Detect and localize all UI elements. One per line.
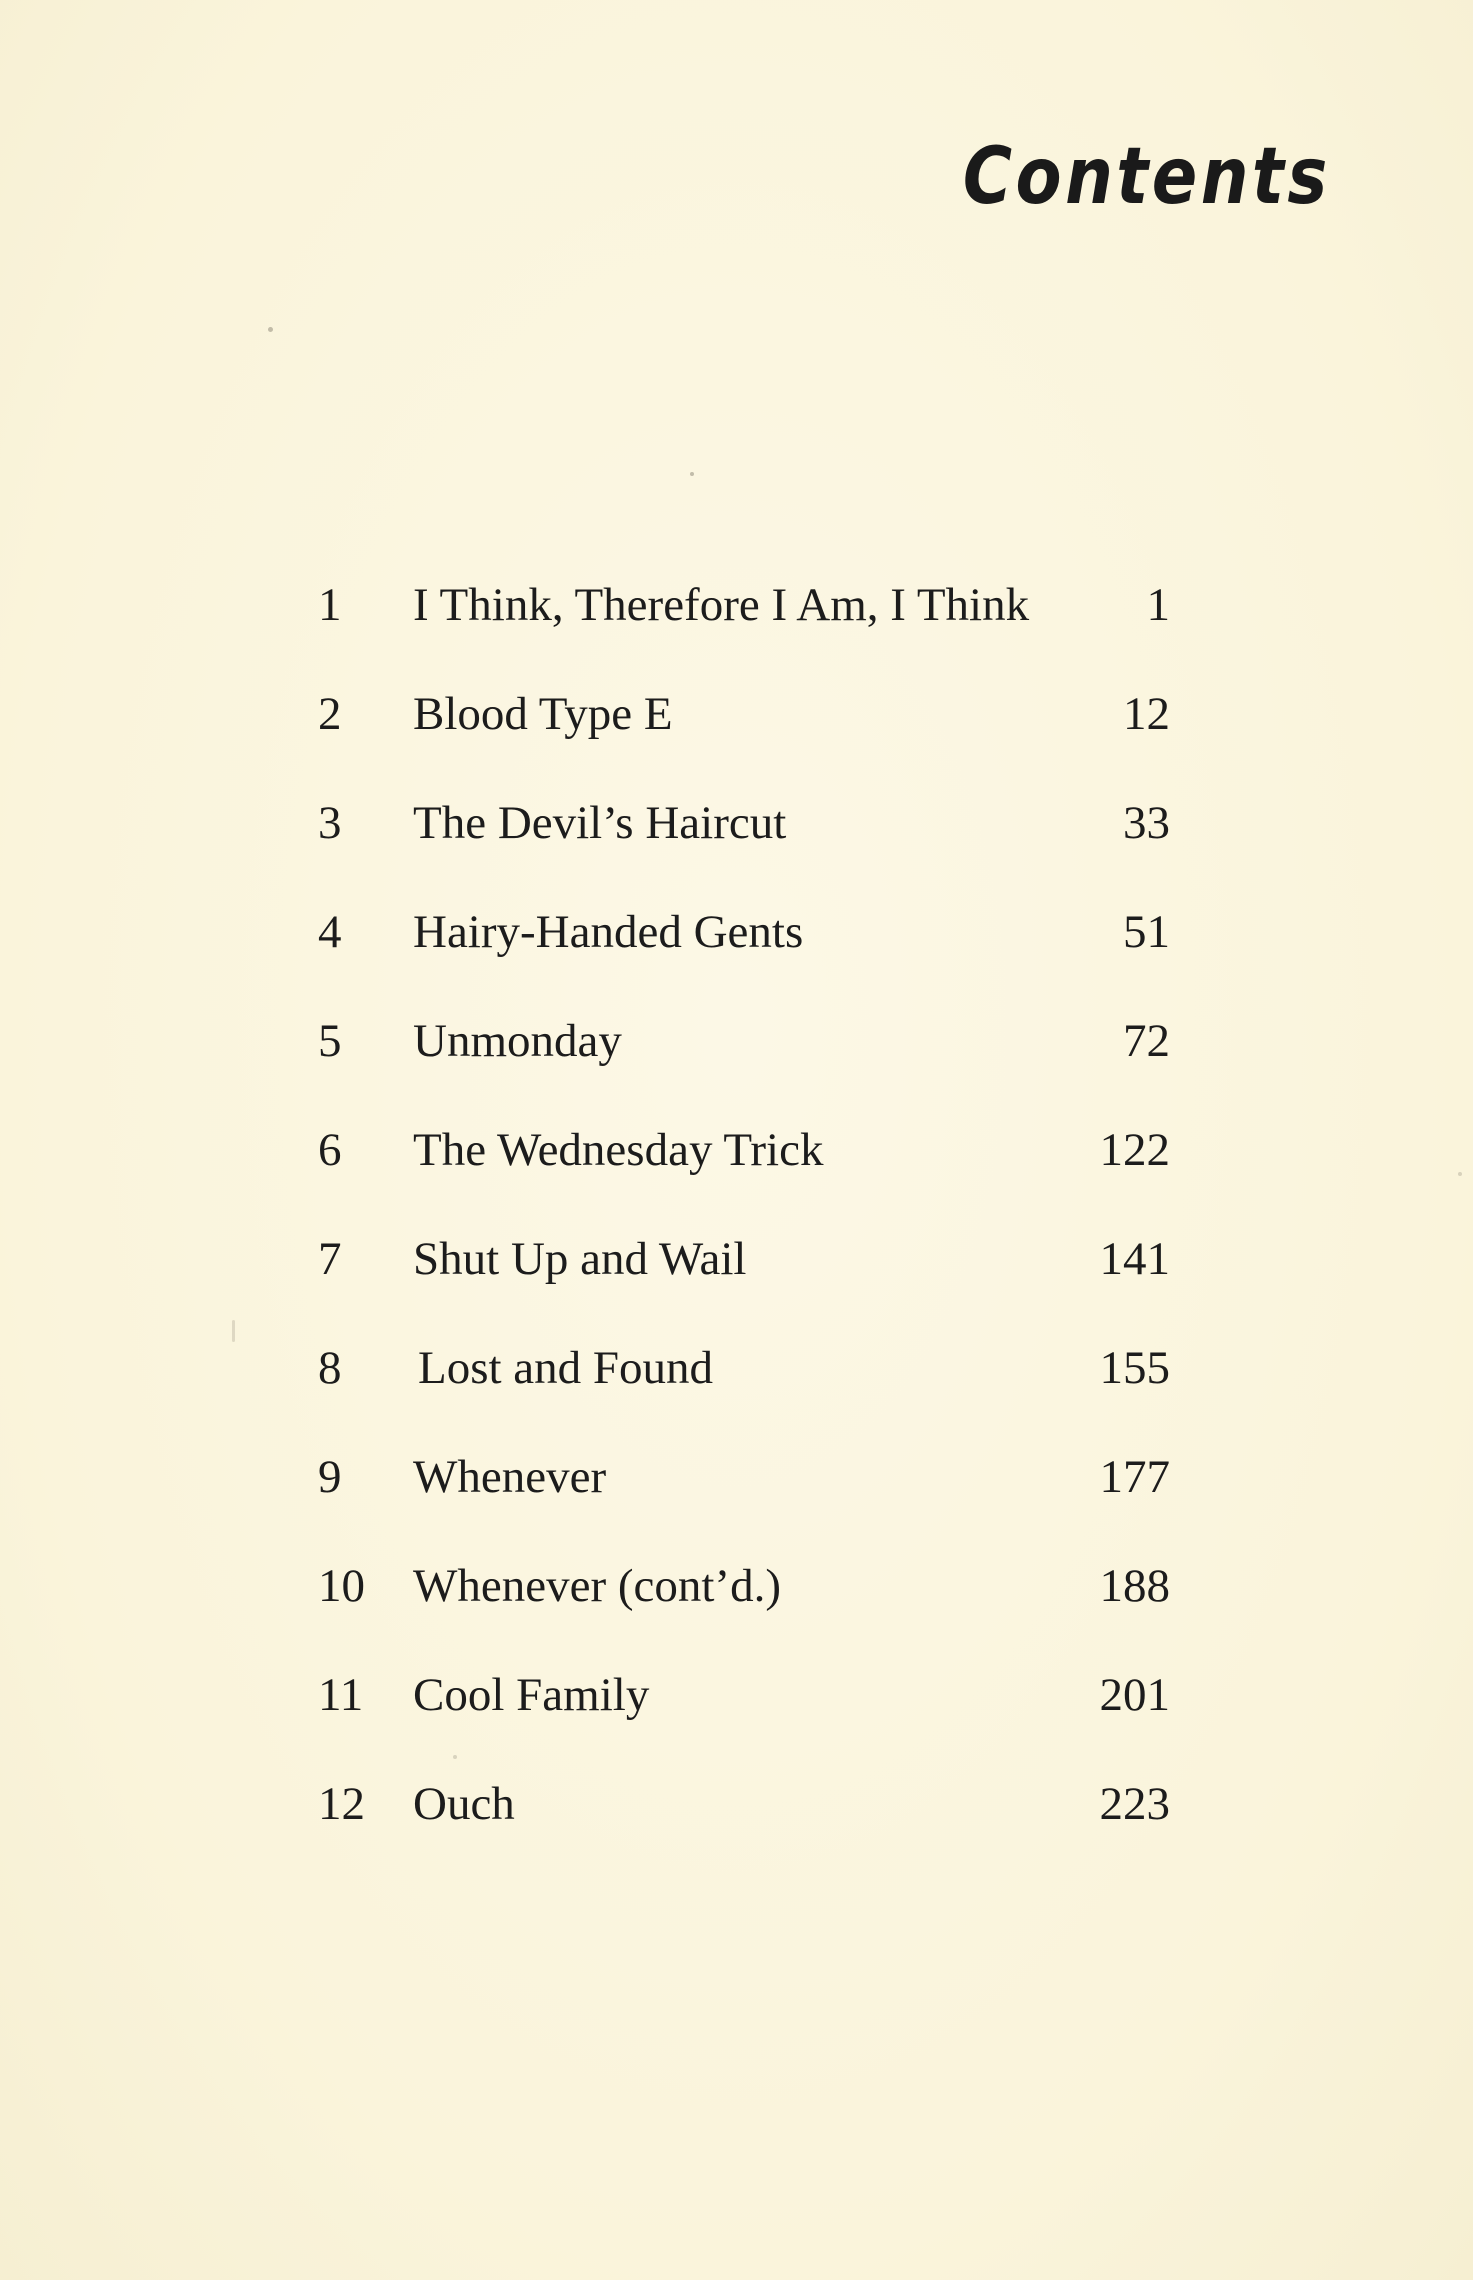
paper-speck (453, 1755, 457, 1759)
chapter-number: 2 (318, 688, 342, 740)
chapter-number: 3 (318, 797, 342, 849)
paper-speck (690, 472, 694, 476)
chapter-title: Blood Type E (413, 688, 673, 740)
chapter-number: 4 (318, 906, 342, 958)
paper-speck (232, 1320, 235, 1342)
toc-entry (0, 1224, 1473, 1294)
toc-entry (0, 788, 1473, 858)
chapter-title: Ouch (413, 1778, 515, 1830)
page-number: 141 (1099, 1233, 1170, 1285)
chapter-number: 10 (318, 1560, 365, 1612)
toc-entry (0, 897, 1473, 967)
chapter-title: Hairy-Handed Gents (413, 906, 804, 958)
page-number: 188 (1099, 1560, 1170, 1612)
chapter-title: Lost and Found (418, 1342, 714, 1394)
page-number: 1 (1146, 579, 1170, 631)
chapter-number: 5 (318, 1015, 342, 1067)
chapter-number: 1 (318, 579, 342, 631)
page-number: 33 (1123, 797, 1170, 849)
toc-entry (0, 570, 1473, 640)
toc-entry (0, 1551, 1473, 1621)
page-number: 155 (1099, 1342, 1170, 1394)
chapter-title: The Wednesday Trick (413, 1124, 824, 1176)
chapter-title: I Think, Therefore I Am, I Think (413, 579, 1030, 631)
page-number: 72 (1123, 1015, 1170, 1067)
paper-speck (1458, 1172, 1462, 1176)
chapter-number: 11 (318, 1669, 364, 1721)
toc-entry (0, 1660, 1473, 1730)
chapter-number: 12 (318, 1778, 365, 1830)
chapter-title: Whenever (413, 1451, 607, 1503)
toc-entry (0, 1333, 1473, 1403)
page-number: 177 (1099, 1451, 1170, 1503)
chapter-title: Cool Family (413, 1669, 650, 1721)
page-number: 223 (1099, 1778, 1170, 1830)
paper-speck (268, 327, 273, 332)
toc-entry (0, 1115, 1473, 1185)
page-title: Contents (963, 132, 1331, 222)
chapter-title: Whenever (cont’d.) (413, 1560, 781, 1612)
chapter-title: The Devil’s Haircut (413, 797, 787, 849)
chapter-number: 7 (318, 1233, 342, 1285)
toc-entry (0, 679, 1473, 749)
chapter-number: 8 (318, 1342, 342, 1394)
chapter-title: Shut Up and Wail (413, 1233, 747, 1285)
chapter-title: Unmonday (413, 1015, 622, 1067)
chapter-number: 6 (318, 1124, 342, 1176)
toc-entry (0, 1769, 1473, 1839)
page-number: 51 (1123, 906, 1170, 958)
chapter-number: 9 (318, 1451, 342, 1503)
page-number: 12 (1123, 688, 1170, 740)
toc-entry (0, 1006, 1473, 1076)
page-number: 201 (1099, 1669, 1170, 1721)
toc-entry (0, 1442, 1473, 1512)
page-number: 122 (1099, 1124, 1170, 1176)
